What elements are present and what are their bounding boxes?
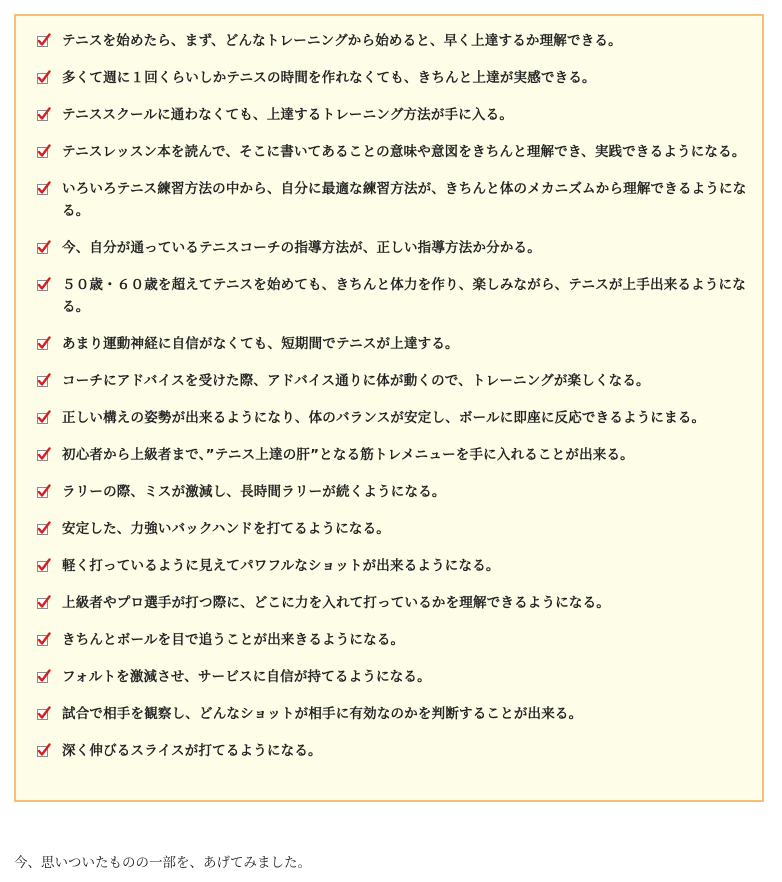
checkbox-checked-icon <box>36 632 51 647</box>
list-item <box>34 555 748 577</box>
checkbox-checked-icon <box>36 669 51 684</box>
list-item-text: 初心者から上級者まで、”テニス上達の肝”となる筋トレメニューを手に入れることが出来る。 <box>62 447 634 463</box>
checkbox-checked-icon <box>36 336 51 351</box>
checkbox-checked-icon <box>36 373 51 388</box>
checkbox-checked-icon <box>36 558 51 573</box>
list-item-text: 正しい構えの姿勢が出来るようになり、体のバランスが安定し、ボールに即座に反応できるようにまる。 <box>62 410 706 426</box>
list-item-text: 安定した、力強いバックハンドを打てるようになる。 <box>62 521 390 537</box>
list-item <box>34 141 748 163</box>
checkbox-checked-icon <box>36 447 51 462</box>
list-item-text: テニスを始めたら、まず、どんなトレーニングから始めると、早く上達するか理解できる。 <box>62 33 622 49</box>
checkbox-checked-icon <box>36 521 51 536</box>
checkbox-checked-icon <box>36 240 51 255</box>
list-item <box>34 592 748 614</box>
list-item <box>34 370 748 392</box>
list-item <box>34 178 748 222</box>
list-item-text: きちんとボールを目で追うことが出来きるようになる。 <box>62 632 405 648</box>
checkbox-checked-icon <box>36 181 51 196</box>
list-item <box>34 274 748 318</box>
list-item <box>34 481 748 503</box>
list-item <box>34 666 748 688</box>
list-item <box>34 407 748 429</box>
list-item-text: ５０歳・６０歳を超えてテニスを始めても、きちんと体力を作り、楽しみながら、テニスが上手出来るようになる。 <box>62 277 746 315</box>
footer-text: 今、思いついたものの一部を、あげてみました。 <box>14 855 311 871</box>
list-item-text: 上級者やプロ選手が打つ際に、どこに力を入れて打っているかを理解できるようになる。 <box>62 595 610 611</box>
list-item-text: 多くて週に１回くらいしかテニスの時間を作れなくても、きちんと上達が実感できる。 <box>62 70 596 86</box>
checkbox-checked-icon <box>36 107 51 122</box>
list-item-text: 軽く打っているように見えてパワフルなショットが出来るようになる。 <box>62 558 500 574</box>
list-item <box>34 518 748 540</box>
checkbox-checked-icon <box>36 595 51 610</box>
list-item-text: 試合で相手を観察し、どんなショットが相手に有効なのかを判断することが出来る。 <box>62 706 583 722</box>
list-item <box>34 703 748 725</box>
list-item-text: 深く伸びるスライスが打てるようになる。 <box>62 743 322 759</box>
list-item <box>34 104 748 126</box>
list-item-text: ラリーの際、ミスが激減し、長時間ラリーが続くようになる。 <box>62 484 446 500</box>
checklist-box <box>14 14 764 802</box>
list-item-text: あまり運動神経に自信がなくても、短期間でテニスが上達する。 <box>62 336 459 352</box>
checkbox-checked-icon <box>36 33 51 48</box>
list-item <box>34 444 748 466</box>
checkbox-checked-icon <box>36 70 51 85</box>
list-item-text: テニススクールに通わなくても、上達するトレーニング方法が手に入る。 <box>62 107 514 123</box>
list-item <box>34 30 748 52</box>
checkbox-checked-icon <box>36 706 51 721</box>
list-item-text: フォルトを激減させ、サービスに自信が持てるようになる。 <box>62 669 431 685</box>
list-item <box>34 629 748 651</box>
list-item-text: テニスレッスン本を読んで、そこに書いてあることの意味や意図をきちんと理解でき、実践できるようになる。 <box>62 144 746 160</box>
list-item <box>34 67 748 89</box>
list-item <box>34 237 748 259</box>
list-item <box>34 333 748 355</box>
checklist <box>16 16 762 762</box>
checkbox-checked-icon <box>36 410 51 425</box>
list-item-text: いろいろテニス練習方法の中から、自分に最適な練習方法が、きちんと体のメカニズムから理解できるようになる。 <box>62 181 747 219</box>
checkbox-checked-icon <box>36 144 51 159</box>
list-item <box>34 740 748 762</box>
checkbox-checked-icon <box>36 277 51 292</box>
list-item-text: コーチにアドバイスを受けた際、アドバイス通りに体が動くので、トレーニングが楽しくなる。 <box>62 373 650 389</box>
list-item-text: 今、自分が通っているテニスコーチの指導方法が、正しい指導方法か分かる。 <box>62 240 541 256</box>
checkbox-checked-icon <box>36 484 51 499</box>
checkbox-checked-icon <box>36 743 51 758</box>
